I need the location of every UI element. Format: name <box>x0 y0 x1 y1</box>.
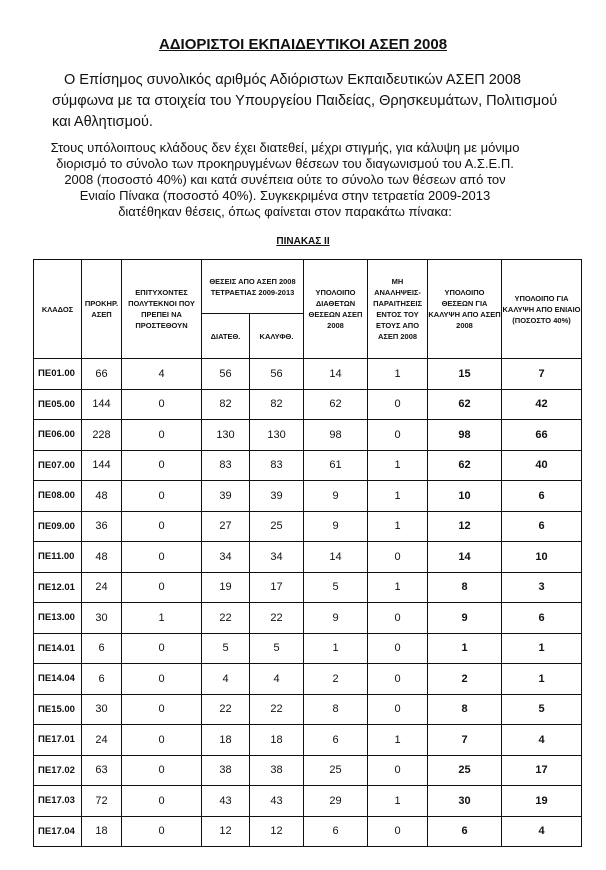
kalyfth-cell: 4 <box>250 664 304 695</box>
mi-analipseis-cell: 0 <box>368 755 428 786</box>
klados-cell: ΠΕ15.00 <box>34 694 82 725</box>
table-row <box>34 725 582 756</box>
ypoloipo-eniaio-cell: 4 <box>502 725 582 756</box>
diateth-cell: 19 <box>202 572 250 603</box>
epityxontes-cell: 0 <box>122 450 202 481</box>
diateth-cell: 83 <box>202 450 250 481</box>
klados-cell: ΠΕ14.01 <box>34 633 82 664</box>
prokir-cell: 18 <box>82 816 122 847</box>
mi-analipseis-cell: 1 <box>368 481 428 512</box>
ypoloipo-diathetwn-cell: 1 <box>304 633 368 664</box>
epityxontes-cell: 0 <box>122 420 202 451</box>
header-prokir: ΠΡΟΚΗΡ. ΑΣΕΠ <box>82 260 122 359</box>
ypoloipo-kalypsi-cell: 62 <box>428 389 502 420</box>
ypoloipo-diathetwn-cell: 25 <box>304 755 368 786</box>
klados-cell: ΠΕ06.00 <box>34 420 82 451</box>
mi-analipseis-cell: 0 <box>368 694 428 725</box>
kalyfth-cell: 25 <box>250 511 304 542</box>
klados-cell: ΠΕ17.03 <box>34 786 82 817</box>
ypoloipo-diathetwn-cell: 9 <box>304 481 368 512</box>
diateth-cell: 12 <box>202 816 250 847</box>
ypoloipo-kalypsi-cell: 12 <box>428 511 502 542</box>
kalyfth-cell: 43 <box>250 786 304 817</box>
diateth-cell: 22 <box>202 694 250 725</box>
ypoloipo-diathetwn-cell: 9 <box>304 511 368 542</box>
prokir-cell: 228 <box>82 420 122 451</box>
table-row <box>34 633 582 664</box>
ypoloipo-kalypsi-cell: 1 <box>428 633 502 664</box>
diateth-cell: 5 <box>202 633 250 664</box>
header-epityxontes: ΕΠΙΤΥΧΟΝΤΕΣ ΠΟΛΥΤΕΚΝΟΙ ΠΟΥ ΠΡΕΠΕΙ ΝΑ ΠΡΟΣΤΕΘΟΥΝ <box>122 260 202 359</box>
ypoloipo-eniaio-cell: 17 <box>502 755 582 786</box>
mi-analipseis-cell: 1 <box>368 450 428 481</box>
diateth-cell: 82 <box>202 389 250 420</box>
ypoloipo-diathetwn-cell: 14 <box>304 542 368 573</box>
ypoloipo-kalypsi-cell: 62 <box>428 450 502 481</box>
epityxontes-cell: 0 <box>122 786 202 817</box>
prokir-cell: 30 <box>82 603 122 634</box>
ypoloipo-kalypsi-cell: 8 <box>428 694 502 725</box>
ypoloipo-eniaio-cell: 1 <box>502 633 582 664</box>
prokir-cell: 24 <box>82 725 122 756</box>
ypoloipo-eniaio-cell: 19 <box>502 786 582 817</box>
ypoloipo-diathetwn-cell: 61 <box>304 450 368 481</box>
mi-analipseis-cell: 0 <box>368 542 428 573</box>
prokir-cell: 30 <box>82 694 122 725</box>
prokir-cell: 66 <box>82 359 122 390</box>
mi-analipseis-cell: 1 <box>368 572 428 603</box>
ypoloipo-kalypsi-cell: 8 <box>428 572 502 603</box>
kalyfth-cell: 130 <box>250 420 304 451</box>
epityxontes-cell: 0 <box>122 389 202 420</box>
table-row <box>34 694 582 725</box>
klados-cell: ΠΕ13.00 <box>34 603 82 634</box>
table-row <box>34 755 582 786</box>
ypoloipo-eniaio-cell: 5 <box>502 694 582 725</box>
mi-analipseis-cell: 1 <box>368 725 428 756</box>
title-text: ΑΔΙΟΡΙΣΤΟΙ ΕΚΠΑΙΔΕΥΤΙΚΟΙ ΑΣΕΠ 2008 <box>158 36 448 53</box>
epityxontes-cell: 0 <box>122 572 202 603</box>
ypoloipo-eniaio-cell: 1 <box>502 664 582 695</box>
table-row <box>34 572 582 603</box>
prokir-cell: 6 <box>82 633 122 664</box>
mi-analipseis-cell: 1 <box>368 786 428 817</box>
kalyfth-cell: 83 <box>250 450 304 481</box>
ypoloipo-kalypsi-cell: 15 <box>428 359 502 390</box>
table-row <box>34 389 582 420</box>
klados-cell: ΠΕ17.04 <box>34 816 82 847</box>
mi-analipseis-cell: 0 <box>368 389 428 420</box>
mi-analipseis-cell: 0 <box>368 816 428 847</box>
ypoloipo-diathetwn-cell: 2 <box>304 664 368 695</box>
ypoloipo-diathetwn-cell: 62 <box>304 389 368 420</box>
klados-cell: ΠΕ11.00 <box>34 542 82 573</box>
prokir-cell: 24 <box>82 572 122 603</box>
header-theseis-group: ΘΕΣΕΙΣ ΑΠΟ ΑΣΕΠ 2008 ΤΕΤΡΑΕΤΙΑΣ 2009-2013 <box>202 260 304 314</box>
mi-analipseis-cell: 1 <box>368 511 428 542</box>
prokir-cell: 36 <box>82 511 122 542</box>
header-diateth: ΔΙΑΤΕΘ. <box>202 314 250 359</box>
klados-cell: ΠΕ01.00 <box>34 359 82 390</box>
epityxontes-cell: 0 <box>122 755 202 786</box>
header-ypoloipo-diathetwn: ΥΠΟΛΟΙΠΟ ΔΙΑΘΕΤΩΝ ΘΕΣΕΩΝ ΑΣΕΠ 2008 <box>304 260 368 359</box>
ypoloipo-kalypsi-cell: 6 <box>428 816 502 847</box>
prokir-cell: 144 <box>82 450 122 481</box>
ypoloipo-kalypsi-cell: 10 <box>428 481 502 512</box>
table-row <box>34 786 582 817</box>
ypoloipo-diathetwn-cell: 5 <box>304 572 368 603</box>
diateth-cell: 18 <box>202 725 250 756</box>
ypoloipo-kalypsi-cell: 9 <box>428 603 502 634</box>
ypoloipo-eniaio-cell: 6 <box>502 603 582 634</box>
table-row <box>34 816 582 847</box>
header-ypoloipo-eniaio: ΥΠΟΛΟΙΠΟ ΓΙΑ ΚΑΛΥΨΗ ΑΠΟ ΕΝΙΑΙΟ (ΠΟΣΟΣΤΟ 40%) <box>502 260 582 359</box>
epityxontes-cell: 0 <box>122 542 202 573</box>
ypoloipo-diathetwn-cell: 6 <box>304 725 368 756</box>
header-kalyfth: ΚΑΛΥΦΘ. <box>250 314 304 359</box>
ypoloipo-diathetwn-cell: 6 <box>304 816 368 847</box>
kalyfth-cell: 17 <box>250 572 304 603</box>
epityxontes-cell: 0 <box>122 694 202 725</box>
diateth-cell: 130 <box>202 420 250 451</box>
klados-cell: ΠΕ08.00 <box>34 481 82 512</box>
intro-text: Ο Επίσημος συνολικός αριθμός Αδιόριστων Εκπαιδευτικών ΑΣΕΠ 2008 σύμφωνα με τα στοιχεία του Υπουργείου Παιδείας, Θρησκευμάτων, Πολιτισμού και Αθλητισμού. <box>52 72 558 130</box>
prokir-cell: 72 <box>82 786 122 817</box>
klados-cell: ΠΕ17.02 <box>34 755 82 786</box>
table-row <box>34 481 582 512</box>
document-title <box>0 36 606 53</box>
klados-cell: ΠΕ14.04 <box>34 664 82 695</box>
kalyfth-cell: 82 <box>250 389 304 420</box>
ypoloipo-diathetwn-cell: 29 <box>304 786 368 817</box>
diateth-cell: 43 <box>202 786 250 817</box>
table-row <box>34 450 582 481</box>
diateth-cell: 34 <box>202 542 250 573</box>
mi-analipseis-cell: 0 <box>368 664 428 695</box>
prokir-cell: 48 <box>82 542 122 573</box>
table-row <box>34 664 582 695</box>
kalyfth-cell: 38 <box>250 755 304 786</box>
body-paragraph: Στους υπόλοιπους κλάδους δεν έχει διατεθεί, μέχρι στιγμής, για κάλυψη με μόνιμο διορισμό το σύνολο των προκηρυγμένων θέσεων του διαγωνισμού του Α.Σ.Ε.Π. 2008 (ποσοστό 40%) και κατά συνέπεια ούτε το σύνολο των θέσεων από τον Ενιαίο Πίνακα (ποσοστό 40%). Συγκεκριμένα στην τετραετία 2009-2013 διατέθηκαν θέσεις, όπως φαίνεται στον παρακάτω πίνακα: <box>50 140 520 219</box>
ypoloipo-eniaio-cell: 6 <box>502 511 582 542</box>
table-caption <box>0 236 606 247</box>
kalyfth-cell: 5 <box>250 633 304 664</box>
table-caption-text: ΠΙΝΑΚΑΣ ΙΙ <box>276 236 330 247</box>
prokir-cell: 6 <box>82 664 122 695</box>
header-ypoloipo-kalypsi: ΥΠΟΛΟΙΠΟ ΘΕΣΕΩΝ ΓΙΑ ΚΑΛΥΨΗ ΑΠΟ ΑΣΕΠ 2008 <box>428 260 502 359</box>
klados-cell: ΠΕ09.00 <box>34 511 82 542</box>
positions-table <box>33 259 582 847</box>
epityxontes-cell: 0 <box>122 725 202 756</box>
mi-analipseis-cell: 0 <box>368 603 428 634</box>
table-row <box>34 420 582 451</box>
kalyfth-cell: 18 <box>250 725 304 756</box>
ypoloipo-eniaio-cell: 3 <box>502 572 582 603</box>
kalyfth-cell: 34 <box>250 542 304 573</box>
prokir-cell: 63 <box>82 755 122 786</box>
epityxontes-cell: 0 <box>122 511 202 542</box>
diateth-cell: 39 <box>202 481 250 512</box>
ypoloipo-kalypsi-cell: 98 <box>428 420 502 451</box>
mi-analipseis-cell: 0 <box>368 420 428 451</box>
header-klados: ΚΛΑΔΟΣ <box>34 260 82 359</box>
ypoloipo-diathetwn-cell: 98 <box>304 420 368 451</box>
table-row <box>34 542 582 573</box>
ypoloipo-kalypsi-cell: 2 <box>428 664 502 695</box>
mi-analipseis-cell: 0 <box>368 633 428 664</box>
ypoloipo-eniaio-cell: 42 <box>502 389 582 420</box>
epityxontes-cell: 1 <box>122 603 202 634</box>
ypoloipo-eniaio-cell: 40 <box>502 450 582 481</box>
ypoloipo-eniaio-cell: 10 <box>502 542 582 573</box>
epityxontes-cell: 0 <box>122 816 202 847</box>
diateth-cell: 4 <box>202 664 250 695</box>
epityxontes-cell: 4 <box>122 359 202 390</box>
prokir-cell: 48 <box>82 481 122 512</box>
epityxontes-cell: 0 <box>122 664 202 695</box>
ypoloipo-eniaio-cell: 66 <box>502 420 582 451</box>
epityxontes-cell: 0 <box>122 633 202 664</box>
klados-cell: ΠΕ07.00 <box>34 450 82 481</box>
ypoloipo-kalypsi-cell: 7 <box>428 725 502 756</box>
klados-cell: ΠΕ05.00 <box>34 389 82 420</box>
epityxontes-cell: 0 <box>122 481 202 512</box>
diateth-cell: 22 <box>202 603 250 634</box>
header-mi-analipseis: ΜΗ ΑΝΑΛΗΨΕΙΣ-ΠΑΡΑΙΤΗΣΕΙΣ ΕΝΤΟΣ ΤΟΥ ΕΤΟΥΣ ΑΠΟ ΑΣΕΠ 2008 <box>368 260 428 359</box>
ypoloipo-diathetwn-cell: 9 <box>304 603 368 634</box>
kalyfth-cell: 22 <box>250 603 304 634</box>
ypoloipo-kalypsi-cell: 25 <box>428 755 502 786</box>
intro-paragraph <box>52 70 572 133</box>
ypoloipo-eniaio-cell: 6 <box>502 481 582 512</box>
klados-cell: ΠΕ17.01 <box>34 725 82 756</box>
mi-analipseis-cell: 1 <box>368 359 428 390</box>
ypoloipo-eniaio-cell: 7 <box>502 359 582 390</box>
ypoloipo-diathetwn-cell: 8 <box>304 694 368 725</box>
diateth-cell: 27 <box>202 511 250 542</box>
klados-cell: ΠΕ12.01 <box>34 572 82 603</box>
kalyfth-cell: 22 <box>250 694 304 725</box>
table-row <box>34 511 582 542</box>
diateth-cell: 56 <box>202 359 250 390</box>
ypoloipo-kalypsi-cell: 30 <box>428 786 502 817</box>
ypoloipo-eniaio-cell: 4 <box>502 816 582 847</box>
ypoloipo-kalypsi-cell: 14 <box>428 542 502 573</box>
diateth-cell: 38 <box>202 755 250 786</box>
kalyfth-cell: 12 <box>250 816 304 847</box>
kalyfth-cell: 39 <box>250 481 304 512</box>
prokir-cell: 144 <box>82 389 122 420</box>
table-row <box>34 603 582 634</box>
table-row <box>34 359 582 390</box>
kalyfth-cell: 56 <box>250 359 304 390</box>
ypoloipo-diathetwn-cell: 14 <box>304 359 368 390</box>
